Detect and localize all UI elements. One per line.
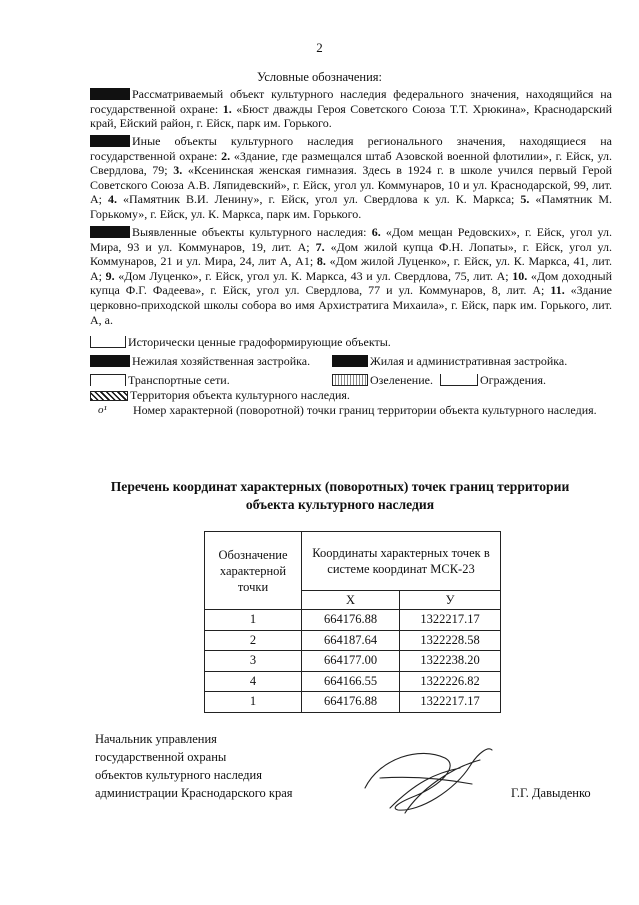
identified-item-text: «Дом жилой Луценко», г. Ейск, ул. К. Маркса, 41, лит. А; bbox=[90, 254, 612, 283]
legend-nonresidential-label: Нежилая хозяйственная застройка. bbox=[132, 354, 311, 368]
greenery-swatch bbox=[332, 374, 368, 386]
regional-item-number: 4. bbox=[107, 192, 117, 207]
y-cell: 1322217.17 bbox=[400, 610, 501, 631]
legend-point-label: Номер характерной (поворотной) точки границ территории объекта культурного наследия. bbox=[133, 403, 597, 417]
legend-regional bbox=[90, 134, 612, 222]
legend-greenery-label: Озеленение. bbox=[370, 373, 433, 387]
table-row bbox=[205, 610, 501, 631]
regional-item-number: 5. bbox=[520, 192, 530, 207]
list-title-line-1: Перечень координат характерных (поворотных) точек границ территории bbox=[110, 479, 570, 494]
legend-nonresidential bbox=[90, 354, 310, 369]
transport-swatch bbox=[90, 374, 126, 386]
legend-regional-label: Иные объекты культурного наследия регионального значения, находящиеся на государственной охране: bbox=[90, 134, 612, 163]
legend-identified-label: Выявленные объекты культурного наследия: bbox=[132, 225, 372, 239]
legend-federal-label: Рассматриваемый объект культурного наследия федерального значения, находящийся на государственной охране: bbox=[90, 87, 612, 116]
coordinates-list-title bbox=[60, 478, 620, 514]
legend-title: Условные обозначения: bbox=[256, 70, 383, 84]
signatory-name: Г.Г. Давыденко bbox=[511, 786, 591, 800]
identified-item-text: «Дом Луценко», г. Ейск, угол ул. К. Маркса, 43 и ул. Свердлова, 75, лит. А; bbox=[114, 268, 513, 283]
page-number: 2 bbox=[316, 40, 323, 55]
identified-object-swatch bbox=[90, 226, 130, 238]
table-row bbox=[205, 671, 501, 692]
list-title-line-2: объекта культурного наследия bbox=[245, 497, 435, 512]
coordinates-column-header: Координаты характерных точек в системе координат МСК-23 bbox=[302, 532, 501, 591]
regional-item-number: 3. bbox=[173, 163, 183, 178]
identified-item-text: «Дом жилой купца Ф.Н. Лопаты», г. Ейск, угол ул. Коммунаров, 21 и ул. Мира, 24, лит А, А1; bbox=[90, 239, 613, 269]
nonresidential-swatch bbox=[90, 355, 130, 367]
point-cell: 3 bbox=[205, 651, 302, 672]
legend-territory-label: Территория объекта культурного наследия. bbox=[130, 388, 350, 402]
legend-transport-label: Транспортные сети. bbox=[128, 373, 230, 387]
x-column-header: X bbox=[302, 591, 400, 610]
federal-object-swatch bbox=[90, 88, 130, 100]
x-cell: 664176.88 bbox=[302, 692, 400, 713]
fence-swatch bbox=[440, 374, 478, 386]
identified-item-text: «Здание церковно-приходской школы собора во имя Архистратига Михаила», г. Ейск, парк им. Горького, лит. А, а. bbox=[90, 283, 612, 327]
legend-territory bbox=[90, 388, 350, 403]
federal-item-number: 1. bbox=[222, 101, 232, 116]
table-row bbox=[205, 692, 501, 713]
regional-object-swatch bbox=[90, 135, 130, 147]
signatory-title bbox=[95, 730, 293, 802]
legend-residential-label: Жилая и административная застройка. bbox=[370, 354, 568, 368]
legend-historic bbox=[90, 335, 391, 350]
legend-federal bbox=[90, 87, 612, 131]
y-column-header: У bbox=[400, 591, 501, 610]
x-cell: 664187.64 bbox=[302, 630, 400, 651]
legend-fence-label: Ограждения. bbox=[479, 373, 546, 387]
territory-hatch-swatch bbox=[90, 391, 128, 401]
identified-item-text: «Дом доходный купца Ф.Г. Фадеева», г. Ейск, угол ул. Свердлова, 77 и ул. Коммунаров, 8, лит. А; bbox=[90, 268, 612, 298]
identified-item-number: 9. bbox=[105, 268, 115, 283]
legend-identified bbox=[90, 225, 612, 327]
regional-item-text: «Здание, где размещался штаб Азовской военной флотилии», г. Ейск, ул. Свердлова, 79; bbox=[90, 148, 612, 178]
point-marker-icon: о¹ bbox=[98, 404, 107, 416]
regional-item-text: «Ксенинская женская гимназия. Здесь в 1924 г. в школе учился первый Герой Советского Союза А.В. Ляпидевский», г. Ейск, угол ул. Коммунаров, 10 и ул. Краснодарской, 99, лит. А; bbox=[90, 163, 612, 207]
handwritten-signature bbox=[360, 738, 500, 818]
signatory-title-line: государственной охраны bbox=[95, 750, 227, 764]
y-cell: 1322226.82 bbox=[400, 671, 501, 692]
identified-item-number: 11. bbox=[550, 283, 565, 298]
point-cell: 4 bbox=[205, 671, 302, 692]
legend-transport bbox=[90, 373, 230, 388]
federal-item-text: «Бюст дважды Героя Советского Союза Т.Т. Хрюкина», Краснодарский край, Ейский район, г. Ейск, парк им. Горького. bbox=[90, 101, 612, 131]
regional-item-text: «Памятник М. Горькому», г. Ейск, ул. К. Маркса, парк им. Горького. bbox=[90, 192, 613, 221]
historic-object-swatch bbox=[90, 336, 126, 348]
signatory-title-line: Начальник управления bbox=[95, 732, 217, 746]
signatory-title-line: объектов культурного наследия bbox=[95, 768, 262, 782]
regional-item-text: «Памятник В.И. Ленину», г. Ейск, угол ул. Свердлова к ул. К. Маркса; bbox=[116, 192, 521, 207]
x-cell: 664176.88 bbox=[302, 610, 400, 631]
coordinates-table bbox=[204, 531, 501, 713]
point-cell: 1 bbox=[205, 692, 302, 713]
signatory-title-line: администрации Краснодарского края bbox=[95, 786, 293, 800]
y-cell: 1322217.17 bbox=[400, 692, 501, 713]
legend-residential bbox=[332, 354, 567, 369]
identified-item-number: 8. bbox=[316, 254, 326, 269]
regional-item-number: 2. bbox=[221, 148, 231, 163]
identified-item-number: 6. bbox=[371, 225, 381, 239]
x-cell: 664177.00 bbox=[302, 651, 400, 672]
identified-item-number: 7. bbox=[315, 239, 325, 254]
y-cell: 1322238.20 bbox=[400, 651, 501, 672]
point-cell: 2 bbox=[205, 630, 302, 651]
legend-historic-label: Исторически ценные градоформирующие объекты. bbox=[128, 335, 391, 349]
x-cell: 664166.55 bbox=[302, 671, 400, 692]
identified-item-text: «Дом мещан Редовских», г. Ейск, угол ул. Мира, 93 и ул. Коммунаров, 19, лит. А; bbox=[90, 225, 613, 254]
legend-greenery bbox=[332, 373, 546, 388]
table-row bbox=[205, 651, 501, 672]
point-cell: 1 bbox=[205, 610, 302, 631]
identified-item-number: 10. bbox=[512, 268, 528, 283]
point-column-header: Обозначение характерной точки bbox=[205, 532, 302, 610]
table-row bbox=[205, 630, 501, 651]
residential-swatch bbox=[332, 355, 368, 367]
y-cell: 1322228.58 bbox=[400, 630, 501, 651]
